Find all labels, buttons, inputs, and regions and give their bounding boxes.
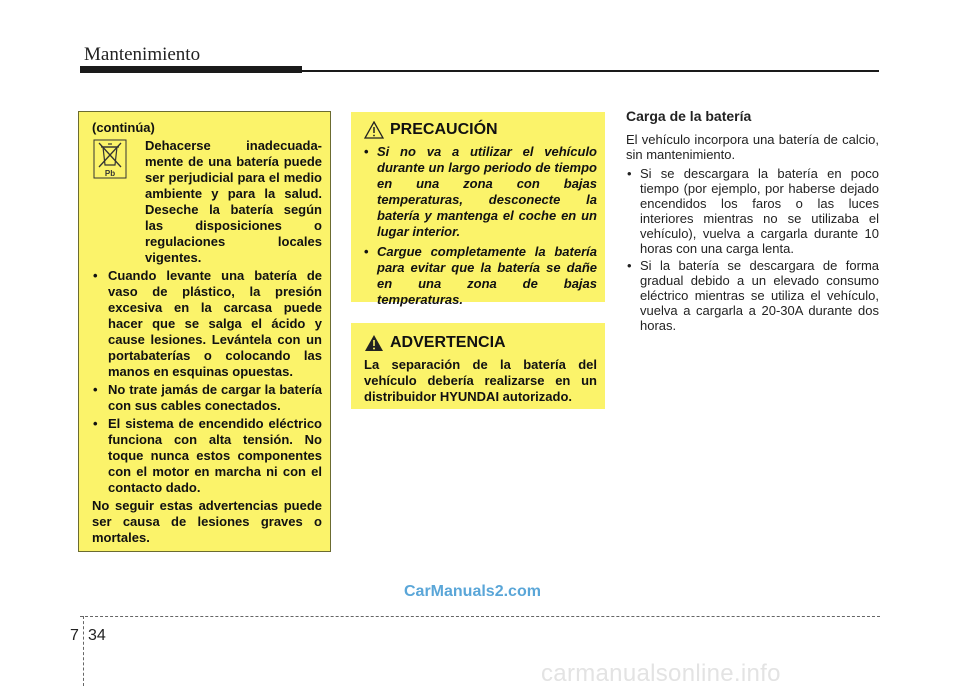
list-item: • Cargue completamente la batería para evitar que la batería se dañe en una zona de bajas temperaturas. [364, 244, 597, 308]
section-intro: El vehículo incorpora una batería de calcio, sin mantenimiento. [626, 132, 879, 162]
list-item: • Si no va a utilizar el vehículo durante un largo periodo de tiempo en una zona con bajas temperaturas, desconecte la batería y mantenga el coche en un lugar interior. [364, 144, 597, 240]
battery-charge-section [626, 109, 879, 335]
continued-label: (continúa) [92, 120, 155, 135]
list-item: • El sistema de encendido eléctrico funciona con alta tensión. No toque nunca estos componentes con el motor en marcha ni con el contacto dado. [92, 416, 322, 496]
list-item: • Si la batería se descargara de forma gradual debido a un elevado consumo eléctrico mientras se utiliza el vehículo, vuelva a cargarla a 20-30A durante dos horas. [626, 258, 879, 333]
page-header-title: Mantenimiento [84, 44, 201, 65]
caution-list [364, 144, 597, 308]
warning-text: La separación de la batería del vehículo debería realizarse en un distribuidor HYUNDAI autorizado. [364, 357, 597, 404]
header-rule-thick [80, 66, 302, 73]
chapter-number: 7 [70, 627, 79, 644]
section-title: Carga de la batería [626, 108, 752, 124]
caution-triangle-icon [364, 121, 384, 139]
warning-box [351, 323, 605, 409]
list-item: • Cuando levante una batería de vaso de plástico, la presión excesiva en la carcasa puede hacer que se salga el ácido y cause lesiones. Levántela con un portabaterías o colocando las manos en esquinas opuestas. [92, 268, 322, 380]
header-rule-thin [302, 70, 879, 72]
disposal-warning-text: Dehacerse inadecuada-mente de una batería puede ser perjudicial para el medio ambiente y para la salud. Deseche la batería según las disposiciones o regulaciones locales vigentes. [145, 138, 322, 265]
site-watermark: CarManuals2.com [404, 583, 541, 600]
charge-instructions-list [626, 166, 879, 333]
crossed-bin-pb-icon [93, 139, 127, 179]
caution-title: PRECAUCIÓN [390, 121, 498, 138]
page-number: 34 [88, 627, 106, 644]
warning-triangle-icon [364, 334, 384, 352]
list-item: • No trate jamás de cargar la batería con sus cables conectados. [92, 382, 322, 414]
final-warning-text: No seguir estas advertencias puede ser causa de lesiones graves o mortales. [92, 498, 322, 545]
warning-title: ADVERTENCIA [390, 334, 506, 351]
footer-vertical-rule [83, 616, 84, 686]
caution-box [351, 112, 605, 307]
footer-rule [80, 616, 880, 617]
recycle-label: Pb [104, 169, 116, 178]
bottom-watermark: carmanualsonline.info [541, 660, 781, 687]
warning-list [92, 268, 322, 496]
list-item: • Si se descargara la batería en poco tiempo (por ejemplo, por haberse dejado encendidos los faros o las luces interiores mientras no se utilizaba el vehículo), vuelva a cargarla durante 10 horas con una carga lenta. [626, 166, 879, 256]
continued-warning-box [78, 111, 331, 552]
